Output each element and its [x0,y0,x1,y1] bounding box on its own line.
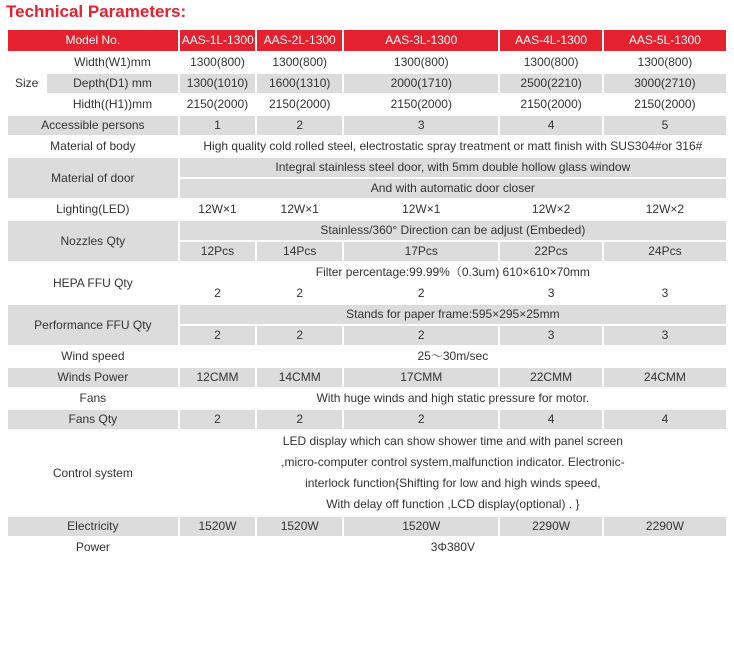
wind-speed-row [8,347,726,366]
control-line: interlock function{Shifting for low and high winds speed, [305,476,601,490]
cell-value: 2500(2210) [500,74,601,93]
cell-value: 25～30m/sec [180,347,726,366]
cell-value: 4 [500,116,601,135]
electricity-row [8,517,726,536]
fans-row [8,389,726,408]
cell-value: 1300(800) [344,53,498,72]
cell-value: 2150(2000) [344,95,498,114]
cell-value: 2150(2000) [180,95,256,114]
winds-power-row [8,368,726,387]
fans-qty-row [8,410,726,429]
row-label: Material of body [8,137,178,156]
cell-value: 2 [257,284,342,303]
cell-value: 2150(2000) [500,95,601,114]
row-label: HEPA FFU Qty [8,263,178,303]
model-name: AAS-4L-1300 [500,30,601,51]
cell-value: Filter percentage:99.99%（0.3um) 610×610×70mm [180,263,726,282]
cell-value: 3 [500,284,601,303]
cell-value: 2 [344,284,498,303]
cell-value: 2 [257,326,342,345]
cell-value: And with automatic door closer [180,179,726,198]
cell-value: 2 [180,284,256,303]
cell-value: 3000(2710) [604,74,726,93]
row-label: Hidth((H1))mm [47,95,177,114]
page-title: Technical Parameters: [6,2,187,21]
cell-value: 22CMM [500,368,601,387]
model-name: AAS-1L-1300 [180,30,256,51]
cell-value: 2 [180,326,256,345]
cell-value: 2 [344,410,498,429]
row-label: Power [8,538,178,557]
cell-value: Integral stainless steel door, with 5mm double hollow glass window [180,158,726,177]
cell-value: 1520W [180,517,256,536]
technical-parameters-table [6,28,728,559]
cell-value: 1300(800) [180,53,256,72]
cell-value: 4 [604,410,726,429]
control-system-row [8,431,726,515]
cell-value: 24CMM [604,368,726,387]
hepa-note-row [8,263,726,282]
cell-value: 2 [344,326,498,345]
cell-value: 2000(1710) [344,74,498,93]
cell-value: High quality cold rolled steel, electrostatic spray treatment or matt finish with SUS304#or 316# [180,137,726,156]
cell-value: Stainless/360° Direction can be adjust (Embeded) [180,221,726,240]
lighting-row [8,200,726,219]
cell-value: 2150(2000) [604,95,726,114]
model-no-label: Model No. [8,30,178,51]
cell-value: 1 [180,116,256,135]
cell-value: 5 [604,116,726,135]
cell-value: 17CMM [344,368,498,387]
row-label: Material of door [8,158,178,198]
material-of-door-row [8,158,726,177]
accessible-persons-row [8,116,726,135]
cell-value: 1300(800) [500,53,601,72]
cell-value: 1300(1010) [180,74,256,93]
row-label: Fans [8,389,178,408]
cell-value: 2150(2000) [257,95,342,114]
row-label: Nozzles Qty [8,221,178,261]
material-of-body-row [8,137,726,156]
control-line: ,micro-computer control system,malfunction indicator. Electronic- [281,455,625,469]
cell-value: 3Φ380V [180,538,726,557]
row-label: Lighting(LED) [8,200,178,219]
cell-value: 2 [257,410,342,429]
row-label: Electricity [8,517,178,536]
cell-value: 4 [500,410,601,429]
control-line: With delay off function ,LCD display(optional) . } [326,497,580,511]
cell-value: 12Pcs [180,242,256,261]
row-label: Performance FFU Qty [8,305,178,345]
cell-value: 12W×1 [257,200,342,219]
row-label: Fans Qty [8,410,178,429]
cell-value: 22Pcs [500,242,601,261]
cell-value: 2290W [500,517,601,536]
cell-value: With huge winds and high static pressure for motor. [180,389,726,408]
cell-value: 1600(1310) [257,74,342,93]
cell-value: 14Pcs [257,242,342,261]
size-label: Size [8,53,45,114]
performance-note-row [8,305,726,324]
cell-value: 2 [180,410,256,429]
cell-value: 1520W [344,517,498,536]
cell-value: 3 [344,116,498,135]
height-row [8,95,726,114]
cell-value: 1300(800) [257,53,342,72]
cell-value: 24Pcs [604,242,726,261]
cell-value: 12W×1 [180,200,256,219]
cell-value: 12W×2 [500,200,601,219]
row-label: Accessible persons [8,116,178,135]
model-name: AAS-5L-1300 [604,30,726,51]
cell-value: 12W×1 [344,200,498,219]
nozzles-note-row [8,221,726,240]
width-row [8,53,726,72]
row-label: Width(W1)mm [47,53,177,72]
cell-value: 3 [604,326,726,345]
model-name: AAS-2L-1300 [257,30,342,51]
control-line: LED display which can show shower time and with panel screen [282,434,623,448]
cell-value: 12CMM [180,368,256,387]
cell-value: 14CMM [257,368,342,387]
cell-value: 17Pcs [344,242,498,261]
cell-value: 3 [500,326,601,345]
cell-value: 3 [604,284,726,303]
depth-row [8,74,726,93]
row-label: Control system [8,431,178,515]
row-label: Winds Power [8,368,178,387]
power-row [8,538,726,557]
row-label: Wind speed [8,347,178,366]
cell-value: 2 [257,116,342,135]
model-name: AAS-3L-1300 [344,30,498,51]
control-system-description [180,431,726,515]
cell-value: 12W×2 [604,200,726,219]
cell-value: 2290W [604,517,726,536]
cell-value: 1300(800) [604,53,726,72]
cell-value: Stands for paper frame:595×295×25mm [180,305,726,324]
header-row [8,30,726,51]
row-label: Depth(D1) mm [47,74,177,93]
cell-value: 1520W [257,517,342,536]
